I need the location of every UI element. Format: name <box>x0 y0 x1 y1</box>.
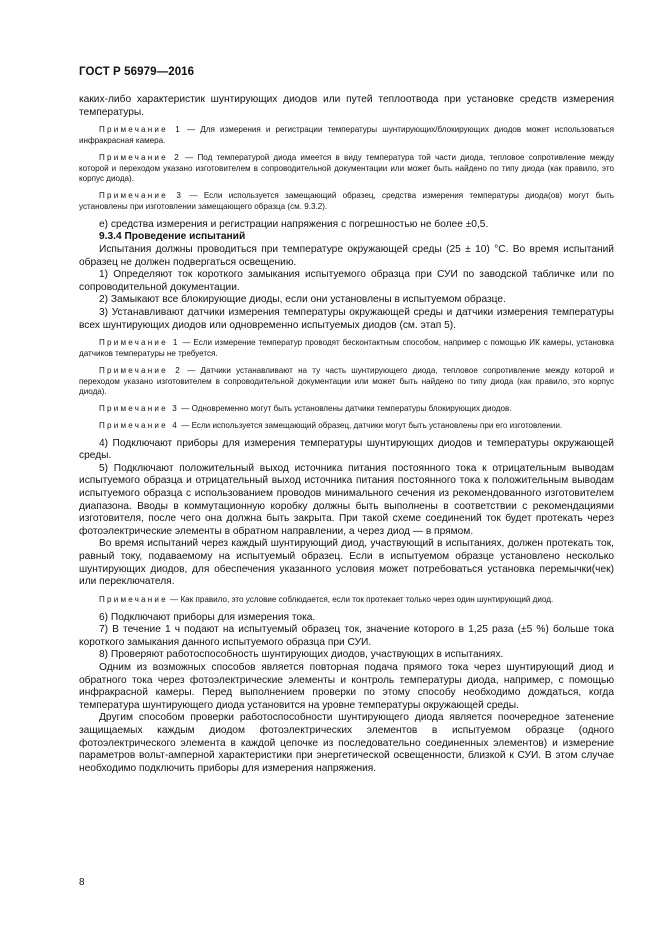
note-text: — Если используется замещающий образец, средства измерения температуры диода(ов) могут быть установлены при изготовлении замещающего образца (см. 9.3.2). <box>79 191 614 211</box>
section-heading: 9.3.4 Проведение испытаний <box>99 231 246 243</box>
note-label: Примечание 4 <box>99 420 179 430</box>
note-text: — Если используется замещающий образец, датчики могут быть установлены при его изготовлении. <box>179 420 563 430</box>
note-label: Примечание 1 <box>99 338 180 348</box>
paragraph: 6) Подключают приборы для измерения тока. <box>99 611 316 623</box>
paragraph: Во время испытаний через каждый шунтирующий диод, участвующий в испытаниях, должен протекать ток, равный току, подаваемому на испытуемый образец. Если в испытуемом образце установлено несколько шунтирующих диодов, для обеспечения указанного условия может потребоваться установка перемычки(чек) или переключателя. <box>79 538 614 588</box>
paragraph: 8) Проверяют работоспособность шунтирующих диодов, участвующих в испытаниях. <box>99 649 504 661</box>
paragraph: Одним из возможных способов является повторная подача прямого тока через шунтирующий диод и обратного тока через фотоэлектрические элементы и контроль температуры диода, например, с помощью инфракрасной камеры. Перед выполнением проверки по этому способу необходимо дождаться, когда температура шунтирующего диода установится на уровне температуры окружающей среды. <box>79 661 614 711</box>
note-text: — Для измерения и регистрации температуры шунтирующих/блокирующих диодов может использоваться инфракрасная камера. <box>79 125 614 145</box>
note-label: Примечание 1 <box>99 125 182 135</box>
note-label: Примечание 3 <box>99 404 179 414</box>
note-text: — Под температурой диода имеется в виду температура той части диода, тепловое сопротивление между которой и переходом указано изготовителем в сопроводительной документации или может быть найдено по типу диода (как правило, это корпус диода). <box>79 152 614 184</box>
paragraph: 2) Замыкают все блокирующие диоды, если они установлены в испытуемом образце. <box>99 294 506 306</box>
note <box>79 595 614 606</box>
paragraph: Другим способом проверки работоспособности шунтирующего диода является поочередное затенение защищаемых каждым диодом фотоэлектрических элементов в испытуемом образце (одного фотоэлектрического элемента в каждой цепочке из последовательно соединенных элементов) и измерение параметров вольт-амперной характеристики при энергетической освещенности, близкой к СУИ. В этом случае необходимо подключить приборы для измерения напряжения. <box>79 712 614 774</box>
paragraph: каких-либо характеристик шунтирующих диодов или путей теплоотвода при установке средств измерения температуры. <box>79 94 614 118</box>
page-number: 8 <box>79 877 85 888</box>
note <box>79 366 614 398</box>
paragraph: Испытания должны проводиться при температуре окружающей среды (25 ± 10) °С. Во время испытаний образец не должен подвергаться освещению. <box>79 243 614 268</box>
note <box>79 153 614 185</box>
document-header: ГОСТ Р 56979—2016 <box>79 66 195 78</box>
note-text: — Датчики устанавливают на ту часть шунтирующего диода, тепловое сопротивление между которой и переходом указано изготовителем в сопроводительной документации или может быть найдено по типу диода (как правило, это корпус диода). <box>79 365 614 397</box>
note <box>79 125 614 147</box>
note <box>79 191 614 213</box>
note-label: Примечание <box>99 594 168 604</box>
note-label: Примечание 3 <box>99 191 184 201</box>
note <box>79 421 614 432</box>
note-text: — Если измерение температур проводят бесконтактным способом, например с помощью ИК камеры, установка датчиков температуры не требуется. <box>79 338 614 358</box>
paragraph: е) средства измерения и регистрации напряжения с погрешностью не более ±0,5. <box>99 218 489 230</box>
note-text: — Как правило, это условие соблюдается, если ток протекает только через один шунтирующий диод. <box>167 594 554 604</box>
paragraph: 5) Подключают положительный выход источника питания постоянного тока к отрицательным выводам испытуемого образца и отрицательный выход источника питания постоянного тока к положительным выводам испытуемого образца с использованием проводов минимального сечения из рекомендованного изготовителем диапазона. Вводы в коммутационную коробку должны быть выполнены в соответствии с рекомендациями изготовителя, после чего она должна быть закрыта. При такой схеме соединений ток будет протекать через фотоэлектрические элементы в обратном направлении, а через диод — в прямом. <box>79 462 614 537</box>
document-body <box>79 94 614 775</box>
note-label: Примечание 2 <box>99 365 182 375</box>
paragraph: 4) Подключают приборы для измерения температуры шунтирующих диодов и температуры окружающей среды. <box>79 437 614 462</box>
note-text: — Одновременно могут быть установлены датчики температуры блокирующих диодов. <box>179 404 512 414</box>
paragraph: 7) В течение 1 ч подают на испытуемый образец ток, значение которого в 1,25 раза (±5 %) больше тока короткого замыкания данного испытуемого образца при СУИ. <box>79 624 614 648</box>
note <box>79 338 614 360</box>
note-label: Примечание 2 <box>99 152 181 162</box>
paragraph: 3) Устанавливают датчики измерения температуры окружающей среды и датчики измерения температуры всех шунтирующих диодов или одновременно испытуемых диодов (см. этап 5). <box>79 306 614 331</box>
note <box>79 404 614 415</box>
paragraph: 1) Определяют ток короткого замыкания испытуемого образца при СУИ по заводской табличке или по сопроводительной документации. <box>79 269 614 293</box>
